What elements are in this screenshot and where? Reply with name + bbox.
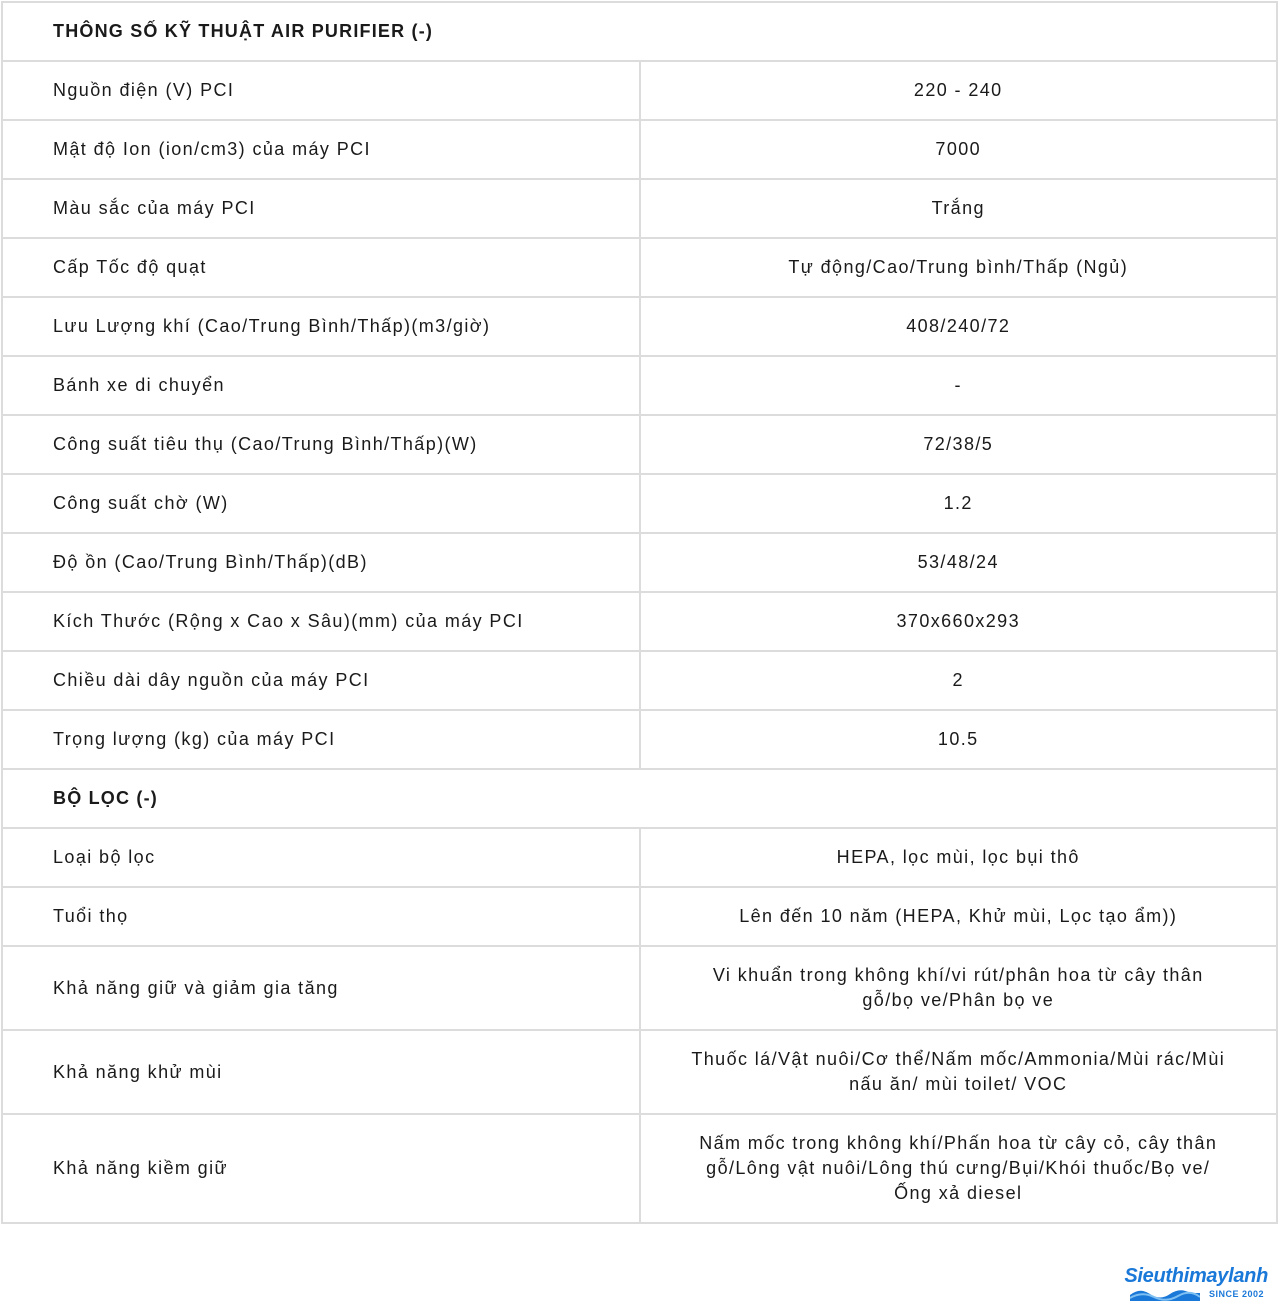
table-row xyxy=(2,297,1277,356)
row-label: Trọng lượng (kg) của máy PCI xyxy=(2,710,640,769)
row-label: Khả năng khử mùi xyxy=(2,1030,640,1114)
logo-tagline: SINCE 2002 xyxy=(1208,1289,1264,1299)
table-row xyxy=(2,179,1277,238)
wave-icon xyxy=(1130,1287,1200,1301)
row-label: Công suất tiêu thụ (Cao/Trung Bình/Thấp)(W) xyxy=(2,415,640,474)
row-label: Độ ồn (Cao/Trung Bình/Thấp)(dB) xyxy=(2,533,640,592)
row-value: Trắng xyxy=(640,179,1278,238)
row-value: 10.5 xyxy=(640,710,1278,769)
table-row xyxy=(2,828,1277,887)
row-label: Cấp Tốc độ quạt xyxy=(2,238,640,297)
section-header xyxy=(2,769,1277,828)
table-row xyxy=(2,887,1277,946)
table-row xyxy=(2,710,1277,769)
row-value: Nấm mốc trong không khí/Phấn hoa từ cây cỏ, cây thân gỗ/Lông vật nuôi/Lông thú cưng/Bụi/Khói thuốc/Bọ ve/ Ống xả diesel xyxy=(640,1114,1278,1223)
row-label: Mật độ Ion (ion/cm3) của máy PCI xyxy=(2,120,640,179)
sieuthimaylanh-logo xyxy=(1110,1265,1270,1305)
row-value: Lên đến 10 năm (HEPA, Khử mùi, Lọc tạo ẩm)) xyxy=(640,887,1278,946)
row-label: Khả năng kiềm giữ xyxy=(2,1114,640,1223)
row-value: 1.2 xyxy=(640,474,1278,533)
table-row xyxy=(2,474,1277,533)
logo-text: Sieuthimaylanh xyxy=(1124,1265,1268,1287)
table-row xyxy=(2,1030,1277,1114)
row-label: Chiều dài dây nguồn của máy PCI xyxy=(2,651,640,710)
row-value: 370x660x293 xyxy=(640,592,1278,651)
row-value: 220 - 240 xyxy=(640,61,1278,120)
section-header xyxy=(2,2,1277,61)
table-row xyxy=(2,61,1277,120)
row-label: Bánh xe di chuyển xyxy=(2,356,640,415)
spec-table xyxy=(1,1,1278,1224)
table-row xyxy=(2,946,1277,1030)
row-value: 7000 xyxy=(640,120,1278,179)
section-title: THÔNG SỐ KỸ THUẬT AIR PURIFIER (-) xyxy=(2,2,1277,61)
table-row xyxy=(2,120,1277,179)
row-value: 408/240/72 xyxy=(640,297,1278,356)
table-row xyxy=(2,651,1277,710)
row-label: Nguồn điện (V) PCI xyxy=(2,61,640,120)
row-value: Vi khuẩn trong không khí/vi rút/phân hoa từ cây thân gỗ/bọ ve/Phân bọ ve xyxy=(640,946,1278,1030)
row-label: Màu sắc của máy PCI xyxy=(2,179,640,238)
row-label: Kích Thước (Rộng x Cao x Sâu)(mm) của máy PCI xyxy=(2,592,640,651)
row-label: Loại bộ lọc xyxy=(2,828,640,887)
table-row xyxy=(2,533,1277,592)
table-row xyxy=(2,1114,1277,1223)
table-row xyxy=(2,238,1277,297)
row-value: HEPA, lọc mùi, lọc bụi thô xyxy=(640,828,1278,887)
section-title: BỘ LỌC (-) xyxy=(2,769,1277,828)
row-label: Lưu Lượng khí (Cao/Trung Bình/Thấp)(m3/giờ) xyxy=(2,297,640,356)
row-label: Công suất chờ (W) xyxy=(2,474,640,533)
row-value: 53/48/24 xyxy=(640,533,1278,592)
row-value: 2 xyxy=(640,651,1278,710)
row-value: Tự động/Cao/Trung bình/Thấp (Ngủ) xyxy=(640,238,1278,297)
table-row xyxy=(2,592,1277,651)
table-row xyxy=(2,356,1277,415)
row-value: - xyxy=(640,356,1278,415)
row-value: Thuốc lá/Vật nuôi/Cơ thể/Nấm mốc/Ammonia/Mùi rác/Mùi nấu ăn/ mùi toilet/ VOC xyxy=(640,1030,1278,1114)
table-row xyxy=(2,415,1277,474)
row-label: Khả năng giữ và giảm gia tăng xyxy=(2,946,640,1030)
row-value: 72/38/5 xyxy=(640,415,1278,474)
row-label: Tuổi thọ xyxy=(2,887,640,946)
